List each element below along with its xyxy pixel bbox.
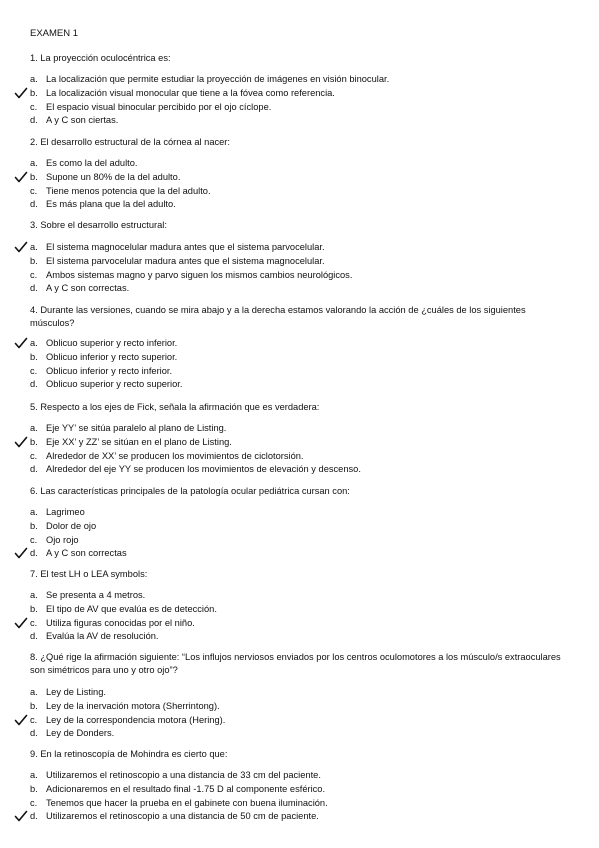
option-letter: d. <box>30 283 38 294</box>
answer-option <box>30 269 570 282</box>
option-letter: d. <box>30 379 38 390</box>
option-text: El sistema magnocelular madura antes que el sistema parvocelular. <box>46 242 325 252</box>
option-text: Tenemos que hacer la prueba en el gabinete con buena iluminación. <box>46 797 328 808</box>
option-letter: b. <box>30 436 38 447</box>
checkmark-icon <box>14 616 28 630</box>
option-text: Eje YY’ se sitúa paralelo al plano de Listing. <box>46 423 227 433</box>
option-letter: a. <box>30 687 38 697</box>
option-letter: d. <box>30 811 38 822</box>
option-text: Utilizaremos el retinoscopio a una distancia de 33 cm del paciente. <box>46 770 321 780</box>
option-text: Ley de Listing. <box>46 687 106 697</box>
option-letter: c. <box>30 365 38 376</box>
option-text: La localización visual monocular que tiene a la fóvea como referencia. <box>46 87 335 98</box>
option-text: La localización que permite estudiar la proyección de imágenes en visión binocular. <box>46 74 390 84</box>
option-letter: b. <box>30 87 38 98</box>
answer-option <box>30 198 570 211</box>
option-letter: b. <box>30 351 38 362</box>
answer-option <box>30 157 570 170</box>
option-text: Evalúa la AV de resolución. <box>46 631 159 642</box>
answer-option <box>30 520 570 533</box>
option-text: Se presenta a 4 metros. <box>46 590 146 600</box>
answer-option <box>30 714 570 727</box>
option-letter: d. <box>30 115 38 126</box>
option-text: A y C son ciertas. <box>46 115 119 126</box>
checkmark-icon <box>14 435 28 449</box>
option-text: Lagrimeo <box>46 507 85 517</box>
answer-option <box>30 810 570 823</box>
option-text: Es como la del adulto. <box>46 158 138 168</box>
option-letter: c. <box>30 185 38 196</box>
answer-option <box>30 255 570 268</box>
option-letter: b. <box>30 520 38 531</box>
option-letter: b. <box>30 603 38 614</box>
answer-option <box>30 365 570 378</box>
option-text: Utilizaremos el retinoscopio a una distancia de 50 cm de paciente. <box>46 811 319 822</box>
question-text: 5. Respecto a los ejes de Fick, señala la afirmación que es verdadera: <box>30 402 320 412</box>
answer-option <box>30 463 570 476</box>
answer-option <box>30 797 570 810</box>
checkmark-icon <box>14 809 28 823</box>
answer-option <box>30 114 570 127</box>
answer-option <box>30 727 570 740</box>
option-text: Oblicuo superior y recto superior. <box>46 379 183 390</box>
option-text: Alrededor del eje YY se producen los movimientos de elevación y descenso. <box>46 464 361 475</box>
answer-option <box>30 534 570 547</box>
checkmark-icon <box>14 713 28 727</box>
question-text: 3. Sobre el desarrollo estructural: <box>30 220 167 230</box>
option-letter: a. <box>30 74 38 84</box>
option-text: Adicionaremos en el resultado final -1.75 D al componente esférico. <box>46 783 326 794</box>
option-text: Es más plana que la del adulto. <box>46 199 176 210</box>
option-text: Tiene menos potencia que la del adulto. <box>46 185 211 196</box>
checkmark-icon <box>14 86 28 100</box>
answer-option <box>30 436 570 449</box>
answer-option <box>30 378 570 391</box>
option-letter: a. <box>30 338 38 348</box>
question-text: 4. Durante las versiones, cuando se mira abajo y a la derecha estamos valorando la acción de ¿cuáles de los siguientes músculos? <box>30 305 526 328</box>
answer-option <box>30 351 570 364</box>
option-text: El espacio visual binocular percibido por el ojo cíclope. <box>46 101 272 112</box>
answer-option <box>30 101 570 114</box>
option-letter: c. <box>30 617 38 628</box>
checkmark-icon <box>14 546 28 560</box>
option-text: Eje XX’ y ZZ’ se sitúan en el plano de Listing. <box>46 436 232 447</box>
option-letter: d. <box>30 631 38 642</box>
answer-option <box>30 337 570 350</box>
option-text: Dolor de ojo <box>46 520 97 531</box>
question-text: 1. La proyección oculocéntrica es: <box>30 53 171 63</box>
answer-option <box>30 783 570 796</box>
question-text: 7. El test LH o LEA symbols: <box>30 569 148 579</box>
option-letter: a. <box>30 242 38 252</box>
option-text: Oblicuo inferior y recto superior. <box>46 351 178 362</box>
answer-option <box>30 171 570 184</box>
question-text: 8. ¿Qué rige la afirmación siguiente: “Los influjos nerviosos enviados por los centros oculomotores a los músculo/s extraoculares son simétricos para uno y otro ojo”? <box>30 652 561 675</box>
option-letter: c. <box>30 450 38 461</box>
option-text: Ley de la correspondencia motora (Hering). <box>46 714 226 725</box>
option-text: Utiliza figuras conocidas por el niño. <box>46 617 195 628</box>
answer-option <box>30 87 570 100</box>
option-text: Ambos sistemas magno y parvo siguen los mismos cambios neurológicos. <box>46 269 353 280</box>
checkmark-icon <box>14 336 28 350</box>
answer-option <box>30 547 570 560</box>
option-text: Ley de Donders. <box>46 728 115 739</box>
answer-option <box>30 450 570 463</box>
option-letter: a. <box>30 507 38 517</box>
question-text: 2. El desarrollo estructural de la córnea al nacer: <box>30 137 230 147</box>
question-text: 6. Las características principales de la patología ocular pediátrica cursan con: <box>30 486 350 496</box>
answer-option <box>30 506 570 519</box>
option-letter: d. <box>30 464 38 475</box>
option-letter: c. <box>30 269 38 280</box>
option-text: A y C son correctas <box>46 548 127 559</box>
option-letter: b. <box>30 783 38 794</box>
option-letter: c. <box>30 534 38 545</box>
option-letter: b. <box>30 255 38 266</box>
option-letter: a. <box>30 770 38 780</box>
answer-option <box>30 617 570 630</box>
option-text: Supone un 80% de la del adulto. <box>46 171 181 182</box>
answer-option <box>30 603 570 616</box>
answer-option <box>30 185 570 198</box>
option-text: Oblicuo inferior y recto inferior. <box>46 365 173 376</box>
option-letter: d. <box>30 199 38 210</box>
question-text: 9. En la retinoscopía de Mohindra es cierto que: <box>30 749 228 759</box>
option-text: Oblicuo superior y recto inferior. <box>46 338 178 348</box>
option-letter: b. <box>30 171 38 182</box>
answer-option <box>30 769 570 782</box>
exam-title: EXAMEN 1 <box>30 28 79 39</box>
answer-option <box>30 241 570 254</box>
answer-option <box>30 422 570 435</box>
option-letter: d. <box>30 548 38 559</box>
answer-option <box>30 686 570 699</box>
option-text: A y C son correctas. <box>46 283 130 294</box>
checkmark-icon <box>14 170 28 184</box>
answer-option <box>30 589 570 602</box>
answer-option <box>30 73 570 86</box>
option-letter: c. <box>30 101 38 112</box>
option-letter: a. <box>30 423 38 433</box>
option-letter: b. <box>30 700 38 711</box>
option-letter: c. <box>30 797 38 808</box>
answer-option <box>30 700 570 713</box>
option-text: El sistema parvocelular madura antes que el sistema magnocelular. <box>46 255 325 266</box>
checkmark-icon <box>14 240 28 254</box>
answer-option <box>30 630 570 643</box>
option-letter: a. <box>30 158 38 168</box>
option-text: Ley de la inervación motora (Sherrintong). <box>46 700 220 711</box>
option-text: Ojo rojo <box>46 534 79 545</box>
option-letter: c. <box>30 714 38 725</box>
option-letter: a. <box>30 590 38 600</box>
answer-option <box>30 282 570 295</box>
option-text: El tipo de AV que evalúa es de detección. <box>46 603 217 614</box>
option-text: Alrededor de XX’ se producen los movimientos de ciclotorsión. <box>46 450 304 461</box>
option-letter: d. <box>30 728 38 739</box>
